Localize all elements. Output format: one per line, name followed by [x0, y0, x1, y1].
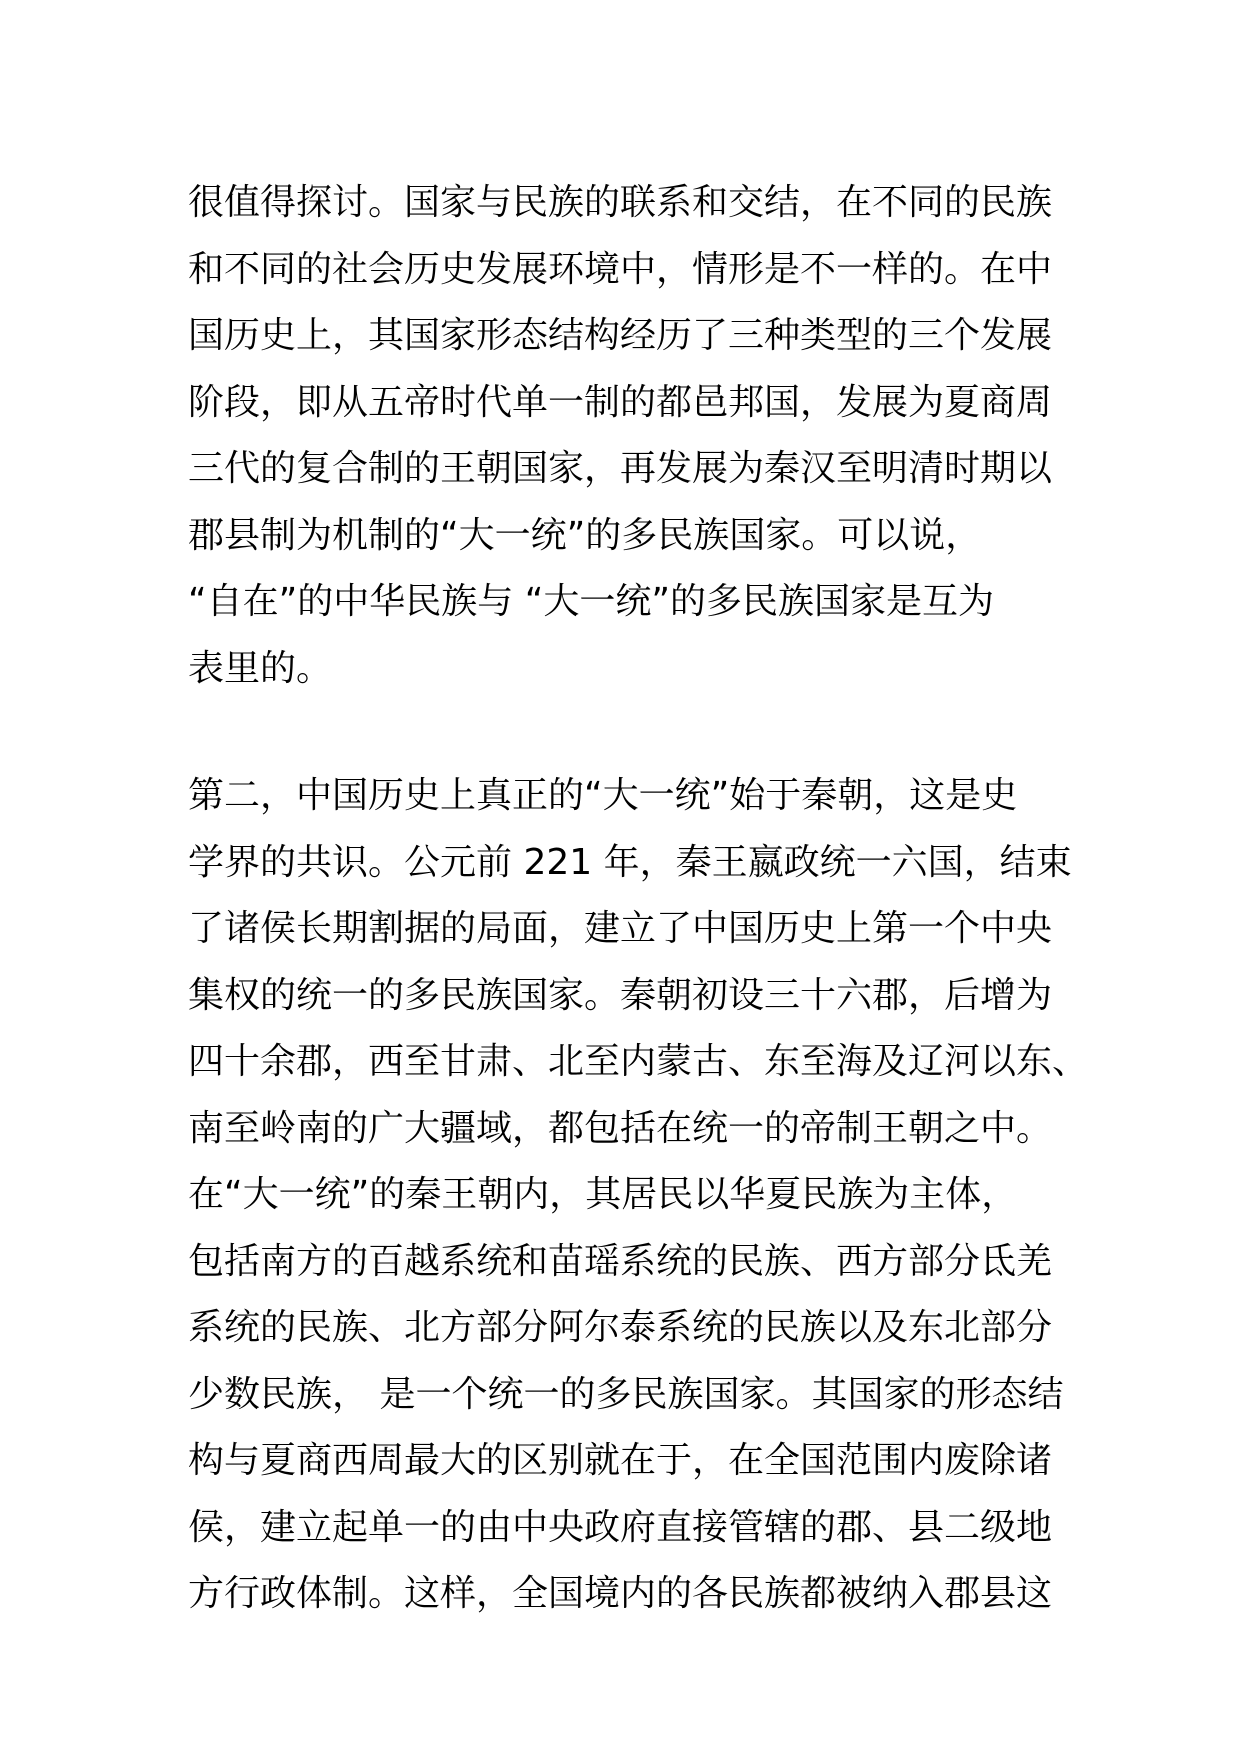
text-line: 学界的共识。公元前 221 年，秦王嬴政统一六国，结束 [188, 841, 1072, 883]
text-line: 国历史上，其国家形态结构经历了三种类型的三个发展 [188, 315, 1053, 356]
text-line: 方行政体制。这样，全国境内的各民族都被纳入郡县这 [188, 1573, 1053, 1614]
text-line: 包括南方的百越系统和苗瑶系统的民族、西方部分氐羌 [188, 1240, 1053, 1282]
text-line: 阶段，即从五帝时代单一制的都邑邦国，发展为夏商周 [188, 381, 1053, 423]
text-line: 南至岭南的广大疆域，都包括在统一的帝制王朝之中。 [188, 1107, 1053, 1149]
text-line: 四十余郡，西至甘肃、北至内蒙古、东至海及辽河以东、 [188, 1041, 1089, 1082]
text-line: 和不同的社会历史发展环境中，情形是不一样的。在中 [188, 248, 1053, 290]
text-line: 系统的民族、北方部分阿尔泰系统的民族以及东北部分 [188, 1307, 1053, 1348]
text-line: “自在”的中华民族与 “大一统”的多民族国家是互为 [188, 581, 995, 622]
text-line: 少数民族， 是一个统一的多民族国家。其国家的形态结 [188, 1373, 1064, 1415]
paragraph-2 [188, 763, 1088, 1628]
text-line: 三代的复合制的王朝国家，再发展为秦汉至明清时期以 [188, 448, 1053, 489]
text-line: 了诸侯长期割据的局面，建立了中国历史上第一个中央 [188, 908, 1053, 949]
text-line: 构与夏商西周最大的区别就在于，在全国范围内废除诸 [188, 1440, 1053, 1481]
text-line: 集权的统一的多民族国家。秦朝初设三十六郡，后增为 [188, 974, 1053, 1016]
text-line: 第二，中国历史上真正的“大一统”始于秦朝，这是史 [188, 775, 1018, 816]
text-line: 很值得探讨。国家与民族的联系和交结，在不同的民族 [188, 182, 1053, 223]
text-line: 在“大一统”的秦王朝内，其居民以华夏民族为主体， [188, 1174, 1018, 1215]
text-line: 表里的。 [188, 647, 333, 689]
text-line: 侯，建立起单一的由中央政府直接管辖的郡、县二级地 [188, 1506, 1053, 1548]
paragraph-1 [188, 170, 1088, 702]
text-line: 郡县制为机制的“大一统”的多民族国家。可以说， [188, 514, 982, 556]
